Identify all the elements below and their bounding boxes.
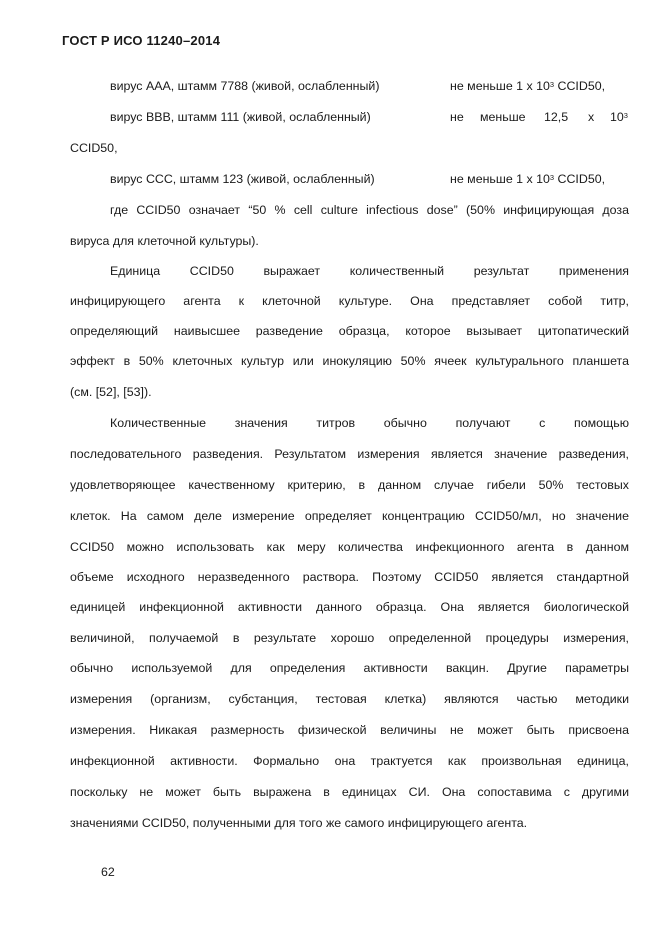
paragraph-3-line: клеток. На самом деле измерение определяет концентрацию CCID50/мл, но значение [70, 509, 629, 523]
paragraph-2-line: инфицирующего агента к клеточной культуре. Она представляет собой титр, [70, 294, 629, 308]
virus-limit: не меньше 1 х $10^3$ CCID50, [450, 79, 606, 93]
page-number: 62 [101, 865, 115, 879]
paragraph-3-line: измерения. Никакая размерность физической величины не может быть присвоена [70, 723, 629, 737]
paragraph-2-line: эффект в 50% клеточных культур или инокуляцию 50% ячеек культурального планшета [70, 354, 629, 368]
virus-name: вирус ААА, штамм 7788 (живой, ослабленный) [110, 79, 380, 93]
paragraph-3-line: измерения (организм, субстанция, тестовая клетка) являются частью методики [70, 692, 629, 706]
virus-line-2-cont: CCID50, [70, 141, 118, 155]
paragraph-3-line: единицей инфекционной активности данного образца. Она является биологической [70, 600, 629, 614]
paragraph-2-line: определяющий наивысшее разведение образца, которое вызывает цитопатический [70, 324, 629, 338]
paragraph-1-line: вируса для клеточной культуры). [70, 234, 259, 248]
virus-name: вирус ССС, штамм 123 (живой, ослабленный) [110, 172, 375, 186]
paragraph-3-line: CCID50 можно использовать как меру количества инфекционного агента в данном [70, 540, 629, 554]
paragraph-3-line: инфекционной активности. Формально она трактуется как произвольная единица, [70, 754, 629, 768]
virus-limit: не меньше 1 х $10^3$ CCID50, [450, 172, 606, 186]
virus-line-1 [110, 79, 629, 94]
paragraph-1-line: где CCID50 означает “50 % cell culture infectious dose” (50% инфицирующая доза [110, 203, 629, 217]
virus-line-3 [110, 172, 629, 187]
paragraph-3-line: величиной, получаемой в результате хорошо определенной процедуры измерения, [70, 631, 629, 645]
paragraph-3-line: удовлетворяющее качественному критерию, в данном случае гибели 50% тестовых [70, 478, 629, 492]
paragraph-2-line: (см. [52], [53]). [70, 385, 152, 399]
paragraph-3-line: объеме исходного неразведенного раствора. Поэтому CCID50 является стандартной [70, 570, 629, 584]
paragraph-2-line: Единица CCID50 выражает количественный результат применения [110, 264, 629, 278]
paragraph-3-line: последовательного разведения. Результатом измерения является значение разведения, [70, 447, 629, 461]
virus-line-2: вирус ВВВ, штамм 111 (живой, ослабленный) не меньше 12,5 х $10^3$ [110, 110, 628, 124]
document-header: ГОСТ Р ИСО 11240–2014 [62, 33, 221, 48]
virus-name: вирус ВВВ, штамм 111 (живой, ослабленный) [110, 110, 371, 124]
paragraph-3-line: обычно используемой для определения активности вакцин. Другие параметры [70, 661, 629, 675]
paragraph-3-line: Количественные значения титров обычно получают с помощью [110, 416, 629, 430]
paragraph-3-line: значениями CCID50, полученными для того же самого инфицирующего агента. [70, 816, 528, 830]
paragraph-3-line: поскольку не может быть выражена в единицах СИ. Она сопоставима с другими [70, 785, 629, 799]
